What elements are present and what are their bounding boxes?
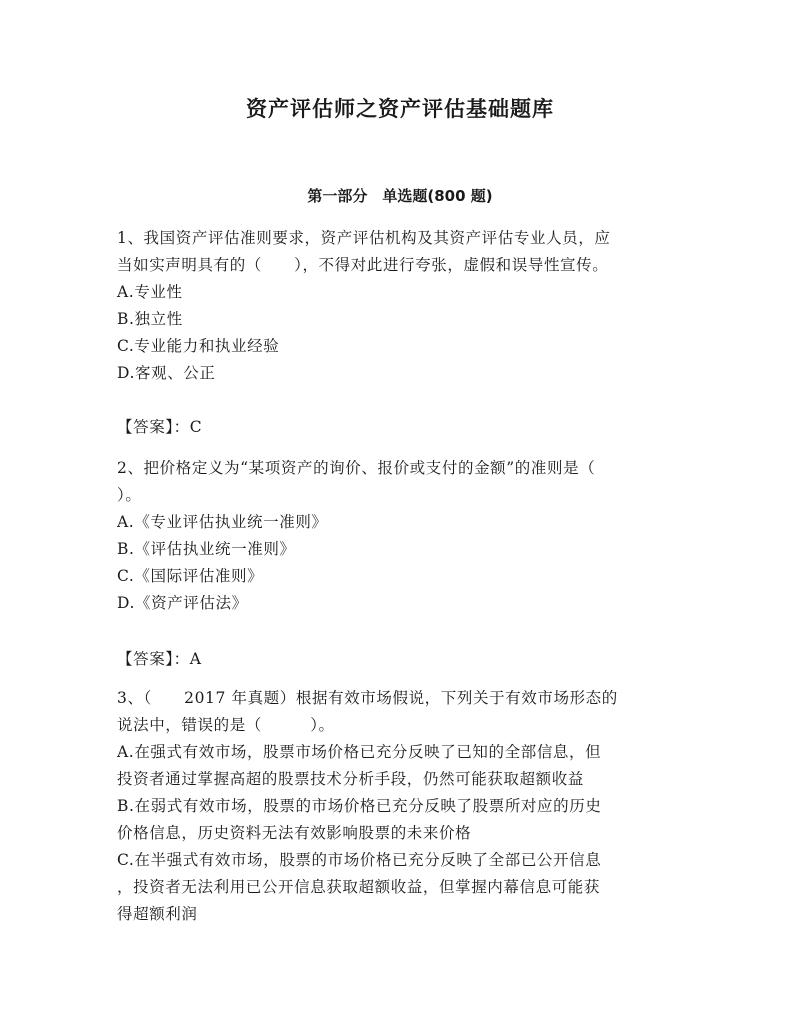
question-stem-line: ）。 xyxy=(117,486,142,504)
document-title: 资产评估师之资产评估基础题库 xyxy=(246,97,554,121)
question-stem-line: 3、（ 2017 年真题）根据有效市场假说，下列关于有效市场形态的 xyxy=(117,689,618,707)
option-a: A.《专业评估执业统一准则》 xyxy=(117,513,328,531)
option-c: C.专业能力和执业经验 xyxy=(117,337,280,355)
section-title: 第一部分 单选题(800 题) xyxy=(307,187,493,205)
option-b: B.独立性 xyxy=(117,310,183,328)
option-b: B.《评估执业统一准则》 xyxy=(117,540,296,558)
option-b-continued: 价格信息，历史资料无法有效影响股票的未来价格 xyxy=(117,824,472,842)
question-stem-line: 当如实声明具有的（ ），不得对此进行夸张，虚假和误导性宣传。 xyxy=(117,256,609,274)
option-c-continued: 得超额利润 xyxy=(117,905,198,923)
option-a: A.在强式有效市场，股票市场价格已充分反映了已知的全部信息，但 xyxy=(117,743,602,761)
question-stem-line: 说法中，错误的是（ ）。 xyxy=(117,716,335,734)
option-c: C.在半强式有效市场，股票的市场价格已充分反映了全部已公开信息 xyxy=(117,851,602,869)
question-stem-line: 2、把价格定义为“某项资产的询价、报价或支付的金额”的准则是（ xyxy=(117,459,596,477)
answer-label: 【答案】：A xyxy=(117,650,202,668)
answer-label: 【答案】：C xyxy=(117,418,203,436)
option-b: B.在弱式有效市场，股票的市场价格已充分反映了股票所对应的历史 xyxy=(117,797,602,815)
option-a-continued: 投资者通过掌握高超的股票技术分析手段，仍然可能获取超额收益 xyxy=(117,770,584,788)
option-c: C.《国际评估准则》 xyxy=(117,567,264,585)
option-d: D.客观、公正 xyxy=(117,364,216,382)
question-stem-line: 1、我国资产评估准则要求，资产评估机构及其资产评估专业人员，应 xyxy=(117,229,611,247)
option-c-continued: ，投资者无法利用已公开信息获取超额收益，但掌握内幕信息可能获 xyxy=(117,878,601,896)
option-d: D.《资产评估法》 xyxy=(117,594,248,612)
option-a: A.专业性 xyxy=(117,283,183,301)
